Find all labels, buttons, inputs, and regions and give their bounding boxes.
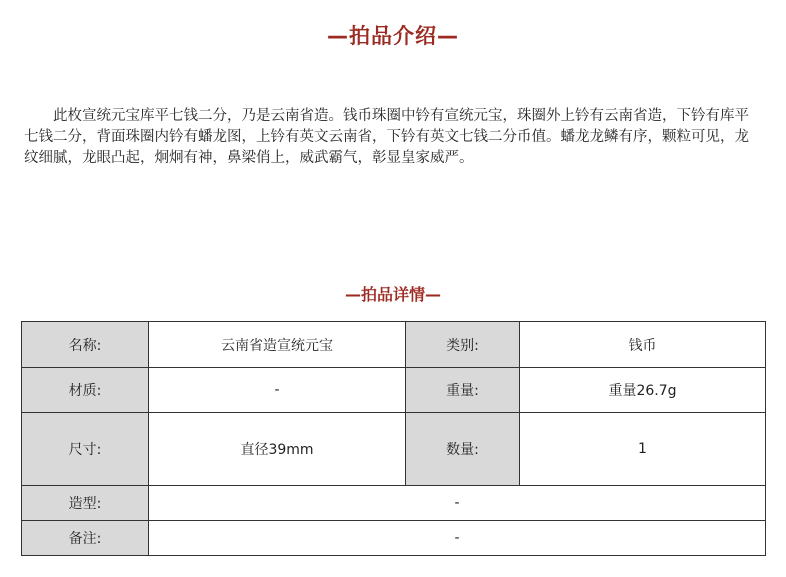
size-label: 尺寸: bbox=[22, 413, 149, 486]
category-value: 钱币 bbox=[520, 322, 766, 368]
weight-value: 重量26.7g bbox=[520, 368, 766, 413]
shape-value: - bbox=[149, 486, 766, 521]
quantity-value: 1 bbox=[520, 413, 766, 486]
details-row-material bbox=[22, 368, 766, 413]
material-label: 材质: bbox=[22, 368, 149, 413]
name-value: 云南省造宣统元宝 bbox=[149, 322, 406, 368]
details-row-name bbox=[22, 322, 766, 368]
name-label: 名称: bbox=[22, 322, 149, 368]
category-label: 类别: bbox=[406, 322, 520, 368]
size-value: 直径39mm bbox=[149, 413, 406, 486]
details-title: —拍品详情— bbox=[344, 285, 441, 304]
intro-paragraph: 此枚宣统元宝库平七钱二分，乃是云南省造。钱币珠圈中钤有宣统元宝，珠圈外上钤有云南省造，下钤有库平七钱二分，背面珠圈内钤有蟠龙图，上钤有英文云南省，下钤有英文七钱二分币值。蟠龙龙鳞有序，颗粒可见，龙纹细腻，龙眼凸起，炯炯有神，鼻梁俏上，威武霸气，彰显皇家威严。 bbox=[24, 108, 749, 166]
remark-label: 备注: bbox=[22, 521, 149, 556]
material-value: - bbox=[149, 368, 406, 413]
remark-value: - bbox=[149, 521, 766, 556]
details-row-remark bbox=[22, 521, 766, 556]
weight-label: 重量: bbox=[406, 368, 520, 413]
details-table bbox=[21, 321, 766, 556]
details-row-shape bbox=[22, 486, 766, 521]
shape-label: 造型: bbox=[22, 486, 149, 521]
details-row-size bbox=[22, 413, 766, 486]
intro-title: —拍品介绍— bbox=[327, 24, 459, 48]
quantity-label: 数量: bbox=[406, 413, 520, 486]
